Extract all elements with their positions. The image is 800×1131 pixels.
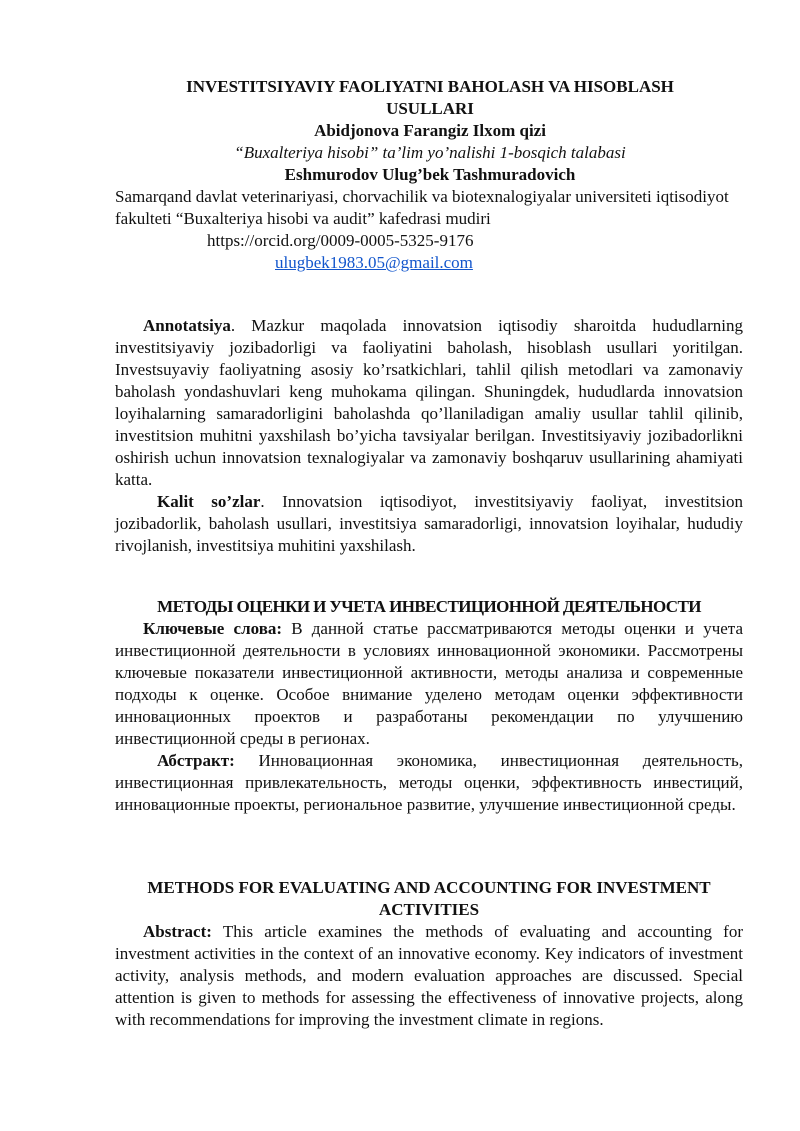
author-2-name: Eshmurodov Ulug’bek Tashmuradovich [284, 165, 576, 184]
en-abstract-text: This article examines the methods of evaluating and accounting for investment activities in the context of an innovative economy. Key indicators of investment activity, analysis methods, and modern evaluation approaches are discussed. Special attention is given to methods for assessing the effectiveness of innovative projects, along with recommendations for improving the investment climate in regions. [115, 922, 743, 1029]
uz-keywords-paragraph [115, 491, 743, 557]
ru-section [115, 596, 743, 816]
en-abstract-label: Abstract: [143, 922, 212, 941]
author-1-name: Abidjonova Farangiz Ilxom qizi [314, 121, 546, 140]
ru-title: МЕТОДЫ ОЦЕНКИ И УЧЕТА ИНВЕСТИЦИОННОЙ ДЕЯТЕЛЬНОСТИ [157, 597, 701, 616]
ru-abstract-text: Инновационная экономика, инвестиционная деятельность, инвестиционная привлекательность, методы оценки, эффективность инвестиций, инновационные проекты, региональное развитие, улучшение инвестиционной среды. [115, 751, 743, 814]
uz-abstract-section [115, 315, 743, 557]
uz-abstract-label: Annotatsiya [143, 316, 231, 335]
en-title: METHODS FOR EVALUATING AND ACCOUNTING FOR INVESTMENT ACTIVITIES [147, 878, 711, 919]
email-link[interactable]: ulugbek1983.05@gmail.com [275, 253, 473, 272]
ru-keywords-text: В данной статье рассматриваются методы оценки и учета инвестиционной деятельности в условиях инновационной экономики. Рассмотрены ключевые показатели инвестиционной активности, методы анализа и современные подходы к оценке. Особое внимание уделено методам оценки эффективности инновационных проектов и разработаны рекомендации по улучшению инвестиционной среды в регионах. [115, 619, 743, 748]
en-section [115, 877, 743, 1031]
uz-keywords-label: Kalit so’zlar [157, 492, 261, 511]
uz-title: INVESTITSIYAVIY FAOLIYATNI BAHOLASH VA HISOBLASH USULLARI [186, 77, 674, 118]
ru-keywords-label: Ключевые слова: [143, 619, 283, 638]
uz-abstract-paragraph [115, 315, 743, 491]
author-1-role: “Buxalteriya hisobi” ta’lim yo’nalishi 1-bosqich talabasi [234, 143, 626, 162]
ru-abstract-paragraph [115, 750, 743, 816]
article-header [115, 76, 745, 274]
orcid-link: https://orcid.org/0009-0005-5325-9176 [207, 231, 474, 250]
uz-keywords-text: . Innovatsion iqtisodiyot, investitsiyaviy faoliyat, investitsion jozibadorlik, baholash usullari, investitsiya samaradorligi, innovatsion loyihalar, hududiy rivojlanish, investitsiya muhitini yaxshilash. [115, 492, 744, 555]
email-line [115, 252, 745, 274]
ru-keywords-paragraph [115, 618, 743, 750]
author-2-affiliation: Samarqand davlat veterinariyasi, chorvachilik va biotexnalogiyalar universiteti iqtisodiyot fakulteti “Buxalteriya hisobi va audit” kafedrasi mudiri [115, 187, 729, 228]
uz-abstract-text: . Mazkur maqolada innovatsion iqtisodiy sharoitda hududlarning investitsiyaviy jozibadorligi va faoliyatini baholash, hisoblash usullari yoritilgan. Investsuyaviy faoliyatning asosiy ko’rsatkichlari, tahlil qilish metodlari va zamonaviy baholash yondashuvlari keng muhokama qilingan. Shuningdek, hududlarda innovatsion loyihalarning samaradorligini baholashda qo’llaniladigan amaliy usullar tahlil qilinib, investitsion muhitni yaxshilash bo’yicha tavsiyalar berilgan. Investitsiyaviy jozibadorlikni oshirish uchun innovatsion texnalogiyalar va zamonaviy boshqaruv usullarining ahamiyati katta. [115, 316, 743, 489]
en-abstract-paragraph [115, 921, 743, 1031]
ru-abstract-label: Абстракт: [157, 751, 235, 770]
